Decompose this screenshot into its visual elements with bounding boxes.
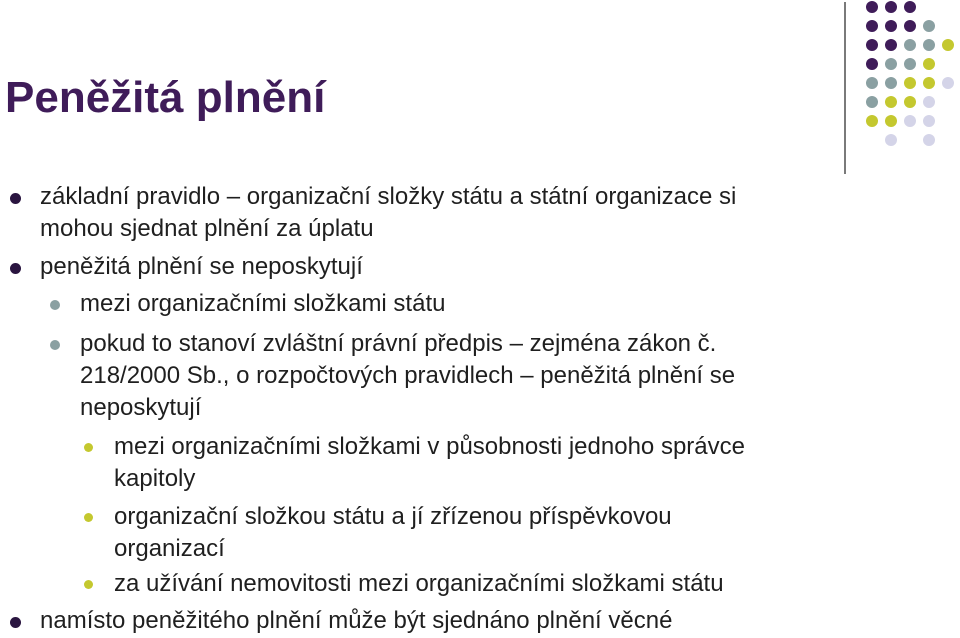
- sub-sub-bullet-dot-icon: [84, 443, 93, 452]
- bullet-text-line: mezi organizačními složkami státu: [80, 290, 446, 317]
- bullet-text-line: organizační složkou státu a jí zřízenou příspěvkovou: [114, 503, 672, 530]
- bullet-text-line: namísto peněžitého plnění může být sjednáno plnění věcné: [40, 607, 673, 634]
- bullet-text-line: 218/2000 Sb., o rozpočtových pravidlech – peněžitá plnění se: [80, 362, 736, 389]
- dot: [923, 20, 935, 32]
- dot: [885, 134, 897, 146]
- bullet-text-line: organizací: [114, 535, 225, 562]
- dot: [904, 115, 916, 127]
- dot: [866, 39, 878, 51]
- dot: [885, 39, 897, 51]
- dot: [942, 77, 954, 89]
- dot: [923, 58, 935, 70]
- dot: [885, 96, 897, 108]
- dot: [923, 96, 935, 108]
- dot: [904, 20, 916, 32]
- dot: [923, 39, 935, 51]
- sub-bullet-dot-icon: [50, 300, 60, 310]
- dot: [923, 134, 935, 146]
- dot: [866, 58, 878, 70]
- sub-sub-bullet-dot-icon: [84, 580, 93, 589]
- sub-bullet-dot-icon: [50, 340, 60, 350]
- dot: [866, 77, 878, 89]
- dot: [866, 96, 878, 108]
- bullet-text-line: kapitoly: [114, 465, 196, 492]
- dot: [904, 39, 916, 51]
- decorative-dot-grid: [0, 0, 960, 160]
- sub-sub-bullet-dot-icon: [84, 513, 93, 522]
- bullet-text-line: neposkytují: [80, 394, 202, 421]
- dot: [923, 77, 935, 89]
- slide-title: Peněžitá plnění: [5, 73, 326, 122]
- bullet-dot-icon: [10, 617, 21, 628]
- dot: [904, 77, 916, 89]
- bullet-text-line: mezi organizačními složkami v působnosti jednoho správce: [114, 433, 745, 460]
- bullet-text-line: pokud to stanoví zvláštní právní předpis – zejména zákon č.: [80, 330, 717, 357]
- dot: [866, 115, 878, 127]
- bullet-dot-icon: [10, 263, 21, 274]
- bullet-dot-icon: [10, 193, 21, 204]
- dot: [866, 1, 878, 13]
- dot: [885, 20, 897, 32]
- dot: [904, 1, 916, 13]
- bullet-text-line: mohou sjednat plnění za úplatu: [40, 215, 374, 242]
- dot: [904, 58, 916, 70]
- bullet-text-line: za užívání nemovitosti mezi organizačními složkami státu: [114, 570, 724, 597]
- dot: [866, 20, 878, 32]
- dot: [885, 77, 897, 89]
- dot: [885, 1, 897, 13]
- dot: [885, 58, 897, 70]
- dot: [904, 96, 916, 108]
- dot: [923, 115, 935, 127]
- bullet-text-line: základní pravidlo – organizační složky státu a státní organizace si: [40, 183, 737, 210]
- bullet-text-line: peněžitá plnění se neposkytují: [40, 253, 363, 280]
- dot: [885, 115, 897, 127]
- dot: [942, 39, 954, 51]
